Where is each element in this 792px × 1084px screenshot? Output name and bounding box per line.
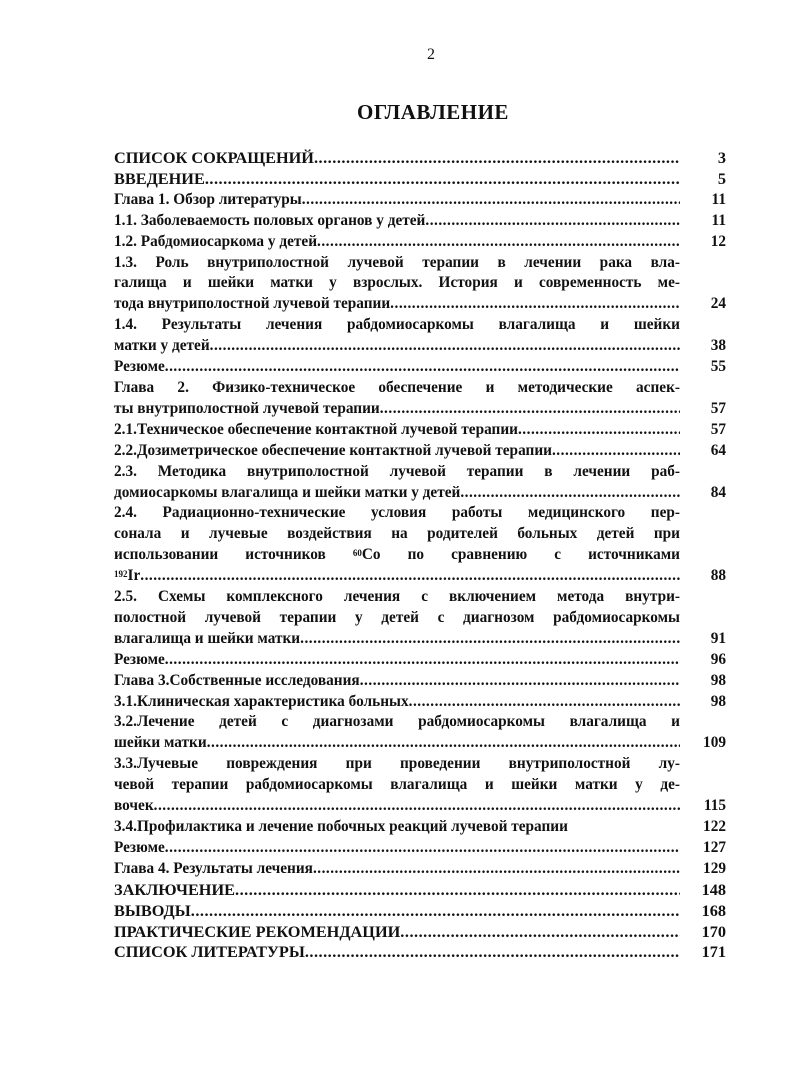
toc-entry-text <box>114 859 680 880</box>
isotope-symbol: Ir <box>127 567 141 585</box>
toc-entry-lead-text: вочек <box>114 797 154 815</box>
toc-entry <box>114 441 726 462</box>
dot-leader <box>302 190 680 211</box>
toc-entry-lead-text: влагалища и шейки матки <box>114 629 301 647</box>
toc-page-number: 170 <box>701 921 726 941</box>
toc-entry <box>114 148 726 169</box>
toc-entry-line <box>114 942 680 963</box>
toc-entry-lead-text: Резюме <box>114 650 165 668</box>
toc-entry-line: галища и шейки матки у взрослых. История и современность ме- <box>114 274 680 292</box>
toc-entry <box>114 880 726 901</box>
toc-entry <box>114 942 726 963</box>
toc-entry-line <box>114 880 680 901</box>
toc-entry <box>114 922 726 943</box>
toc-entry <box>114 587 726 650</box>
dot-leader <box>460 483 680 504</box>
toc-entry-line <box>114 733 680 754</box>
toc-entry-line <box>114 148 680 169</box>
toc-entry-line <box>114 859 680 880</box>
toc-entry-text <box>114 441 680 462</box>
toc-page-number: 88 <box>710 567 726 585</box>
dot-leader <box>380 399 680 420</box>
dot-leader <box>300 629 680 650</box>
toc-entry-line <box>114 211 680 232</box>
dot-leader <box>400 922 680 943</box>
toc-page-number: 57 <box>710 420 726 438</box>
dot-leader <box>552 441 680 462</box>
toc-entry <box>114 462 726 504</box>
toc-entry-line <box>114 483 680 504</box>
dot-leader <box>317 232 680 253</box>
toc-page-number: 3 <box>717 148 726 167</box>
toc-page-number: 91 <box>710 629 726 647</box>
toc-entry-text <box>114 817 680 838</box>
dot-leader <box>518 420 680 441</box>
toc-page-number: 5 <box>717 168 726 188</box>
toc-entry-line <box>114 232 680 253</box>
dot-leader <box>313 859 680 880</box>
toc-entry-lead-text: Глава 3.Собственные исследования <box>114 671 360 689</box>
toc-entry-line <box>114 336 680 357</box>
dot-leader <box>191 901 680 922</box>
toc-entry <box>114 712 726 754</box>
toc-entry-line <box>114 838 680 859</box>
toc-entry-line: 2.4. Радиационно-технические условия работы медицинского пер- <box>114 504 680 522</box>
toc-entry-lead-text: СПИСОК СОКРАЩЕНИЙ <box>114 148 314 167</box>
isotope-mass: 192 <box>114 569 128 580</box>
toc-page-number: 96 <box>710 650 726 668</box>
toc-entry-text <box>114 232 680 253</box>
dot-leader <box>305 942 680 963</box>
toc-entry-line <box>114 294 680 315</box>
toc-entry <box>114 901 726 922</box>
toc-entry-line <box>114 190 680 211</box>
toc-entry-line: 3.2.Лечение детей с диагнозами рабдомиосаркомы влагалища и <box>114 713 680 731</box>
dot-leader <box>314 148 680 169</box>
toc-entry-text <box>114 357 680 378</box>
toc-entry-text <box>114 169 680 190</box>
toc-entry-text <box>114 503 680 587</box>
dot-leader <box>409 692 680 713</box>
toc-page-number: 115 <box>703 797 726 815</box>
toc-entry <box>114 232 726 253</box>
toc-page-number: 11 <box>711 190 726 208</box>
toc-entry-line: Глава 2. Физико-техническое обеспечение и методические аспек- <box>114 378 680 396</box>
toc-entry-lead-text: ЗАКЛЮЧЕНИЕ <box>114 879 235 899</box>
toc-entry <box>114 253 726 316</box>
toc-entry-line <box>114 629 680 650</box>
toc-page-number: 171 <box>701 942 726 962</box>
toc-entry-line: 3.3.Лучевые повреждения при проведении внутриполостной лу- <box>114 755 680 773</box>
toc-page-number: 24 <box>710 295 726 313</box>
toc-entry-line <box>114 441 680 462</box>
toc-entry-lead-text: ВЫВОДЫ <box>114 900 191 920</box>
toc-entry-line <box>114 357 680 378</box>
dot-leader <box>425 211 680 232</box>
toc-entry-lead-text: шейки матки <box>114 734 207 752</box>
toc-entry <box>114 503 726 587</box>
dot-leader <box>205 169 680 190</box>
toc-entry <box>114 754 726 817</box>
table-of-contents <box>114 148 726 963</box>
toc-entry-line <box>114 399 680 420</box>
toc-entry-line: 3.4.Профилактика и лечение побочных реакций лучевой терапии <box>114 818 568 835</box>
toc-entry-line: 2.3. Методика внутриполостной лучевой терапии в лечении раб- <box>114 462 680 480</box>
toc-entry-text <box>114 420 680 441</box>
toc-page-number: 98 <box>710 692 726 710</box>
toc-entry-line <box>114 922 680 943</box>
toc-entry-line: полостной лучевой терапии у детей с диагнозом рабдомиосаркомы <box>114 608 680 626</box>
toc-page-number: 55 <box>710 358 726 376</box>
toc-entry <box>114 190 726 211</box>
isotope-symbol: Co <box>361 546 381 564</box>
toc-entry-text <box>114 650 680 671</box>
toc-entry-text <box>114 942 680 963</box>
toc-entry-text <box>114 211 680 232</box>
toc-entry-text <box>114 712 680 754</box>
toc-entry-line <box>114 650 680 671</box>
toc-entry-lead-text: Глава 4. Результаты лечения <box>114 859 313 877</box>
dot-leader <box>235 880 680 901</box>
toc-entry-lead-text <box>114 566 140 587</box>
dot-leader <box>154 796 680 817</box>
toc-page-number: 122 <box>703 818 726 835</box>
toc-entry-lead-text: 1.1. Заболеваемость половых органов у детей <box>114 211 426 229</box>
toc-page-number: 148 <box>701 879 726 899</box>
toc-entry-line: чевой терапии рабдомиосаркомы влагалища и шейки матки у де- <box>114 776 680 794</box>
toc-entry-line <box>114 420 680 441</box>
toc-entry-lead-text: СПИСОК ЛИТЕРАТУРЫ <box>114 942 305 962</box>
toc-entry-lead-text: ВВЕДЕНИЕ <box>114 168 205 188</box>
toc-entry-text <box>114 901 680 922</box>
toc-entry <box>114 692 726 713</box>
toc-entry-lead-text: 2.1.Техническое обеспечение контактной лучевой терапии <box>114 420 518 438</box>
toc-page-number: 12 <box>710 232 726 250</box>
toc-entry-text <box>114 253 680 316</box>
toc-page-number: 109 <box>703 734 726 752</box>
toc-entry-text <box>114 922 680 943</box>
dot-leader <box>207 733 680 754</box>
toc-page-number: 84 <box>710 483 726 501</box>
toc-entry-lead-text: тода внутриполостной лучевой терапии <box>114 295 391 313</box>
toc-entry <box>114 420 726 441</box>
toc-entry-line: 2.5. Схемы комплексного лечения с включением метода внутри- <box>114 588 680 606</box>
toc-entry <box>114 211 726 232</box>
toc-entry <box>114 169 726 190</box>
toc-entry <box>114 378 726 420</box>
toc-entry-line <box>114 901 680 922</box>
toc-page-number: 168 <box>701 900 726 920</box>
dot-leader <box>140 566 680 587</box>
toc-entry <box>114 357 726 378</box>
toc-page-number: 57 <box>710 399 726 417</box>
toc-page-number: 11 <box>711 211 726 229</box>
toc-entry-text-part: использовании источников <box>114 546 353 564</box>
dot-leader <box>165 650 680 671</box>
toc-entry-text <box>114 754 680 817</box>
dot-leader <box>165 838 680 859</box>
toc-entry-lead-text: ПРАКТИЧЕСКИЕ РЕКОМЕНДАЦИИ <box>114 921 401 941</box>
toc-entry-text <box>114 838 680 859</box>
toc-entry-text <box>114 190 680 211</box>
toc-entry-line: 1.3. Роль внутриполостной лучевой терапии в лечении рака вла- <box>114 253 680 271</box>
toc-entry-lead-text: Глава 1. Обзор литературы <box>114 190 302 208</box>
toc-entry <box>114 859 726 880</box>
toc-entry-line <box>114 671 680 692</box>
dot-leader <box>210 336 680 357</box>
toc-page-number: 129 <box>703 859 726 877</box>
toc-entry-lead-text: матки у детей <box>114 337 210 355</box>
toc-entry-text-part: по сравнению с источниками <box>380 546 680 564</box>
toc-entry <box>114 315 726 357</box>
toc-entry <box>114 838 726 859</box>
toc-entry-text <box>114 587 680 650</box>
toc-entry-text <box>114 692 680 713</box>
toc-entry <box>114 817 726 838</box>
toc-page-number: 38 <box>710 337 726 355</box>
toc-entry-line: 1.4. Результаты лечения рабдомиосаркомы влагалища и шейки <box>114 316 680 334</box>
toc-entry-lead-text: Резюме <box>114 358 165 376</box>
toc-entry <box>114 650 726 671</box>
toc-entry-line: сонала и лучевые воздействия на родителей больных детей при <box>114 525 680 543</box>
toc-entry-text <box>114 315 680 357</box>
toc-page-number: 127 <box>703 838 726 856</box>
page-number: 2 <box>427 46 435 63</box>
toc-page-number: 98 <box>710 671 726 689</box>
toc-entry <box>114 671 726 692</box>
toc-entry-text <box>114 148 680 169</box>
toc-entry-lead-text: 3.1.Клиническая характеристика больных <box>114 692 409 710</box>
dot-leader <box>360 671 680 692</box>
toc-entry-line <box>114 169 680 190</box>
toc-page-number: 64 <box>710 441 726 459</box>
dot-leader <box>390 294 680 315</box>
toc-entry-text <box>114 671 680 692</box>
toc-entry-line <box>114 796 680 817</box>
toc-entry-line <box>114 545 680 566</box>
toc-entry-lead-text: Резюме <box>114 838 165 856</box>
toc-entry-text <box>114 880 680 901</box>
isotope-mass: 60 <box>352 548 362 559</box>
toc-entry-lead-text: 1.2. Рабдомиосаркома у детей <box>114 232 318 250</box>
toc-entry-lead-text: ты внутриполостной лучевой терапии <box>114 399 380 417</box>
toc-entry-lead-text: 2.2.Дозиметрическое обеспечение контактной лучевой терапии <box>114 441 552 459</box>
toc-entry-line <box>114 566 680 587</box>
toc-entry-line <box>114 692 680 713</box>
page-title: ОГЛАВЛЕНИЕ <box>357 100 509 124</box>
toc-entry-text <box>114 462 680 504</box>
toc-entry-lead-text: домиосаркомы влагалища и шейки матки у детей <box>114 483 461 501</box>
toc-entry-text <box>114 378 680 420</box>
dot-leader <box>165 357 680 378</box>
